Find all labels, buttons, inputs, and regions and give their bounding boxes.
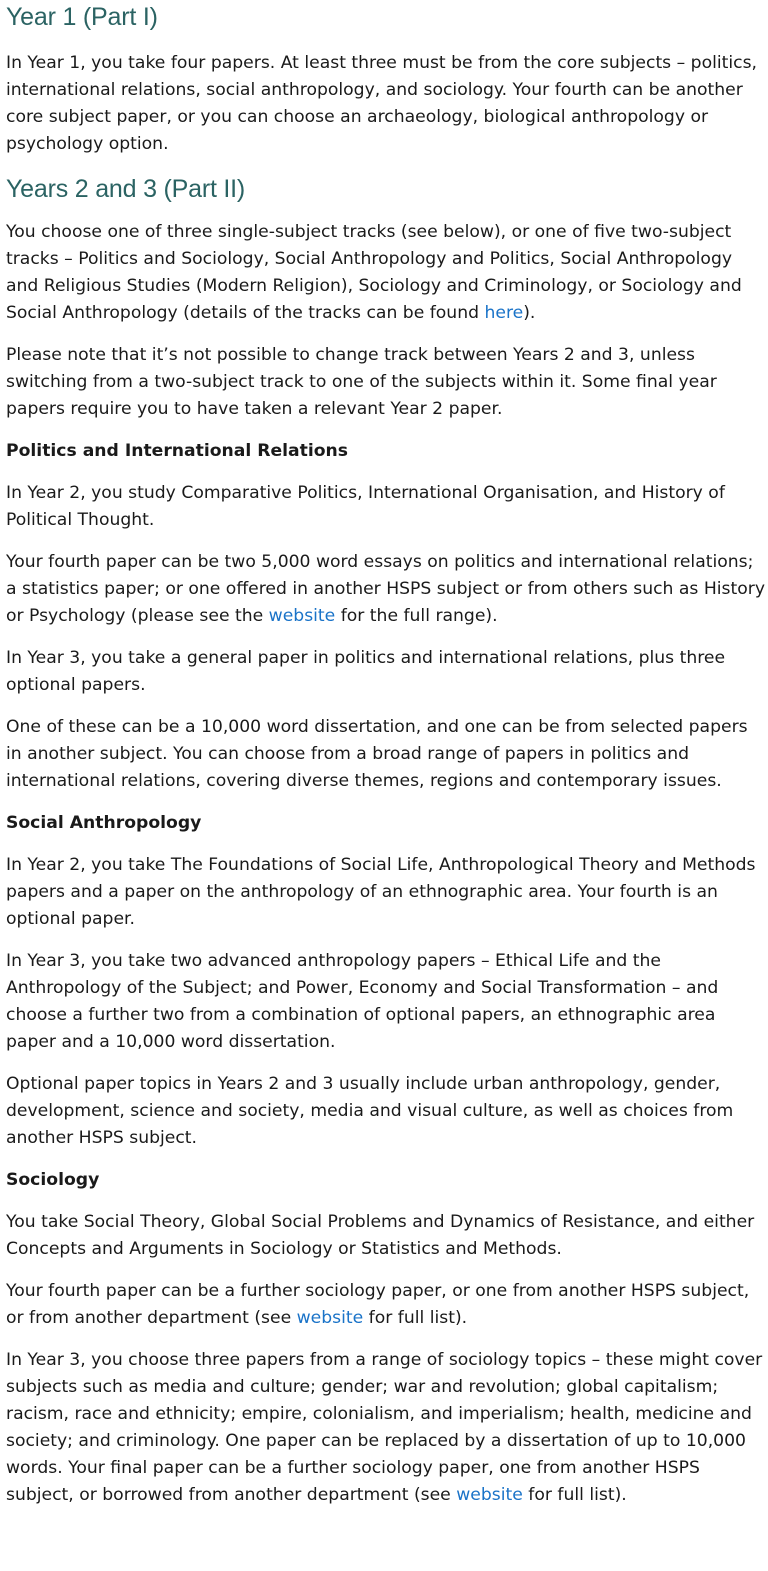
politics-year2-paragraph: In Year 2, you study Comparative Politics, International Organisation, and History of Political Thought. bbox=[6, 483, 725, 530]
part1-heading: Year 1 (Part I) bbox=[6, 3, 158, 31]
part2-tracks-text-end: ). bbox=[523, 303, 536, 323]
part2-tracks-paragraph bbox=[6, 219, 766, 327]
anthropology-optional-paragraph: Optional paper topics in Years 2 and 3 usually include urban anthropology, gender, development, science and society, media and visual culture, as well as choices from another HSPS subject. bbox=[6, 1074, 734, 1148]
part2-heading: Years 2 and 3 (Part II) bbox=[6, 175, 246, 203]
part2-tracks-text: You choose one of three single-subject tracks (see below), or one of five two-subject tracks – Politics and Sociology, Social Anthropology and Politics, Social Anthropology and Religious Studies (Modern Religion), Sociology and Criminology, or Sociology and Social Anthropology (details of the tracks can be found bbox=[6, 222, 742, 323]
sociology-fourth-text: Your fourth paper can be a further sociology paper, or one from another HSPS subject, or from another department (see bbox=[6, 1281, 750, 1328]
politics-dissertation-paragraph: One of these can be a 10,000 word dissertation, and one can be from selected papers in another subject. You can choose from a broad range of papers in politics and international relations, covering diverse themes, regions and contemporary issues. bbox=[6, 717, 748, 791]
sociology-website-link[interactable]: website bbox=[296, 1308, 364, 1328]
sociology-year3-paragraph bbox=[6, 1347, 766, 1509]
sociology-year3-website-link[interactable]: website bbox=[456, 1485, 523, 1505]
anthropology-heading: Social Anthropology bbox=[6, 813, 202, 833]
politics-website-link[interactable]: website bbox=[268, 606, 336, 626]
page-content bbox=[0, 1, 768, 1509]
politics-fourth-paper-paragraph bbox=[6, 549, 766, 630]
politics-year3-paragraph: In Year 3, you take a general paper in politics and international relations, plus three optional papers. bbox=[6, 648, 726, 695]
sociology-fourth-text-end: for full list). bbox=[363, 1308, 468, 1328]
sociology-year3-text-end: for full list). bbox=[522, 1485, 627, 1505]
anthropology-year2-paragraph: In Year 2, you take The Foundations of Social Life, Anthropological Theory and Methods papers and a paper on the anthropology of an ethnographic area. Your fourth is an optional paper. bbox=[6, 855, 756, 929]
sociology-fourth-paper-paragraph bbox=[6, 1278, 766, 1332]
politics-fourth-text-end: for the full range). bbox=[335, 606, 498, 626]
tracks-here-link[interactable]: here bbox=[484, 303, 524, 323]
sociology-heading: Sociology bbox=[6, 1170, 100, 1190]
politics-fourth-text: Your fourth paper can be two 5,000 word essays on politics and international relations; a statistics paper; or one offered in another HSPS subject or from others such as History or Psychology (please see the bbox=[6, 552, 765, 626]
sociology-year3-text: In Year 3, you choose three papers from a range of sociology topics – these might cover subjects such as media and culture; gender; war and revolution; global capitalism; racism, race and ethnicity; empire, colonialism, and imperialism; health, medicine and society; and criminology. One paper can be replaced by a dissertation of up to 10,000 words. Your final paper can be a further sociology paper, one from another HSPS subject, or borrowed from another department (see bbox=[6, 1350, 763, 1505]
anthropology-year3-paragraph: In Year 3, you take two advanced anthropology papers – Ethical Life and the Anthropology of the Subject; and Power, Economy and Social Transformation – and choose a further two from a combination of optional papers, an ethnographic area paper and a 10,000 word dissertation. bbox=[6, 951, 719, 1052]
sociology-papers-paragraph: You take Social Theory, Global Social Problems and Dynamics of Resistance, and either Concepts and Arguments in Sociology or Statistics and Methods. bbox=[6, 1212, 755, 1259]
part2-change-track-paragraph: Please note that it’s not possible to change track between Years 2 and 3, unless switching from a two-subject track to one of the subjects within it. Some final year papers require you to have taken a relevant Year 2 paper. bbox=[6, 345, 717, 419]
politics-heading: Politics and International Relations bbox=[6, 441, 349, 461]
part1-paragraph: In Year 1, you take four papers. At least three must be from the core subjects – politics, international relations, social anthropology, and sociology. Your fourth can be another core subject paper, or you can choose an archaeology, biological anthropology or psychology option. bbox=[6, 53, 758, 154]
